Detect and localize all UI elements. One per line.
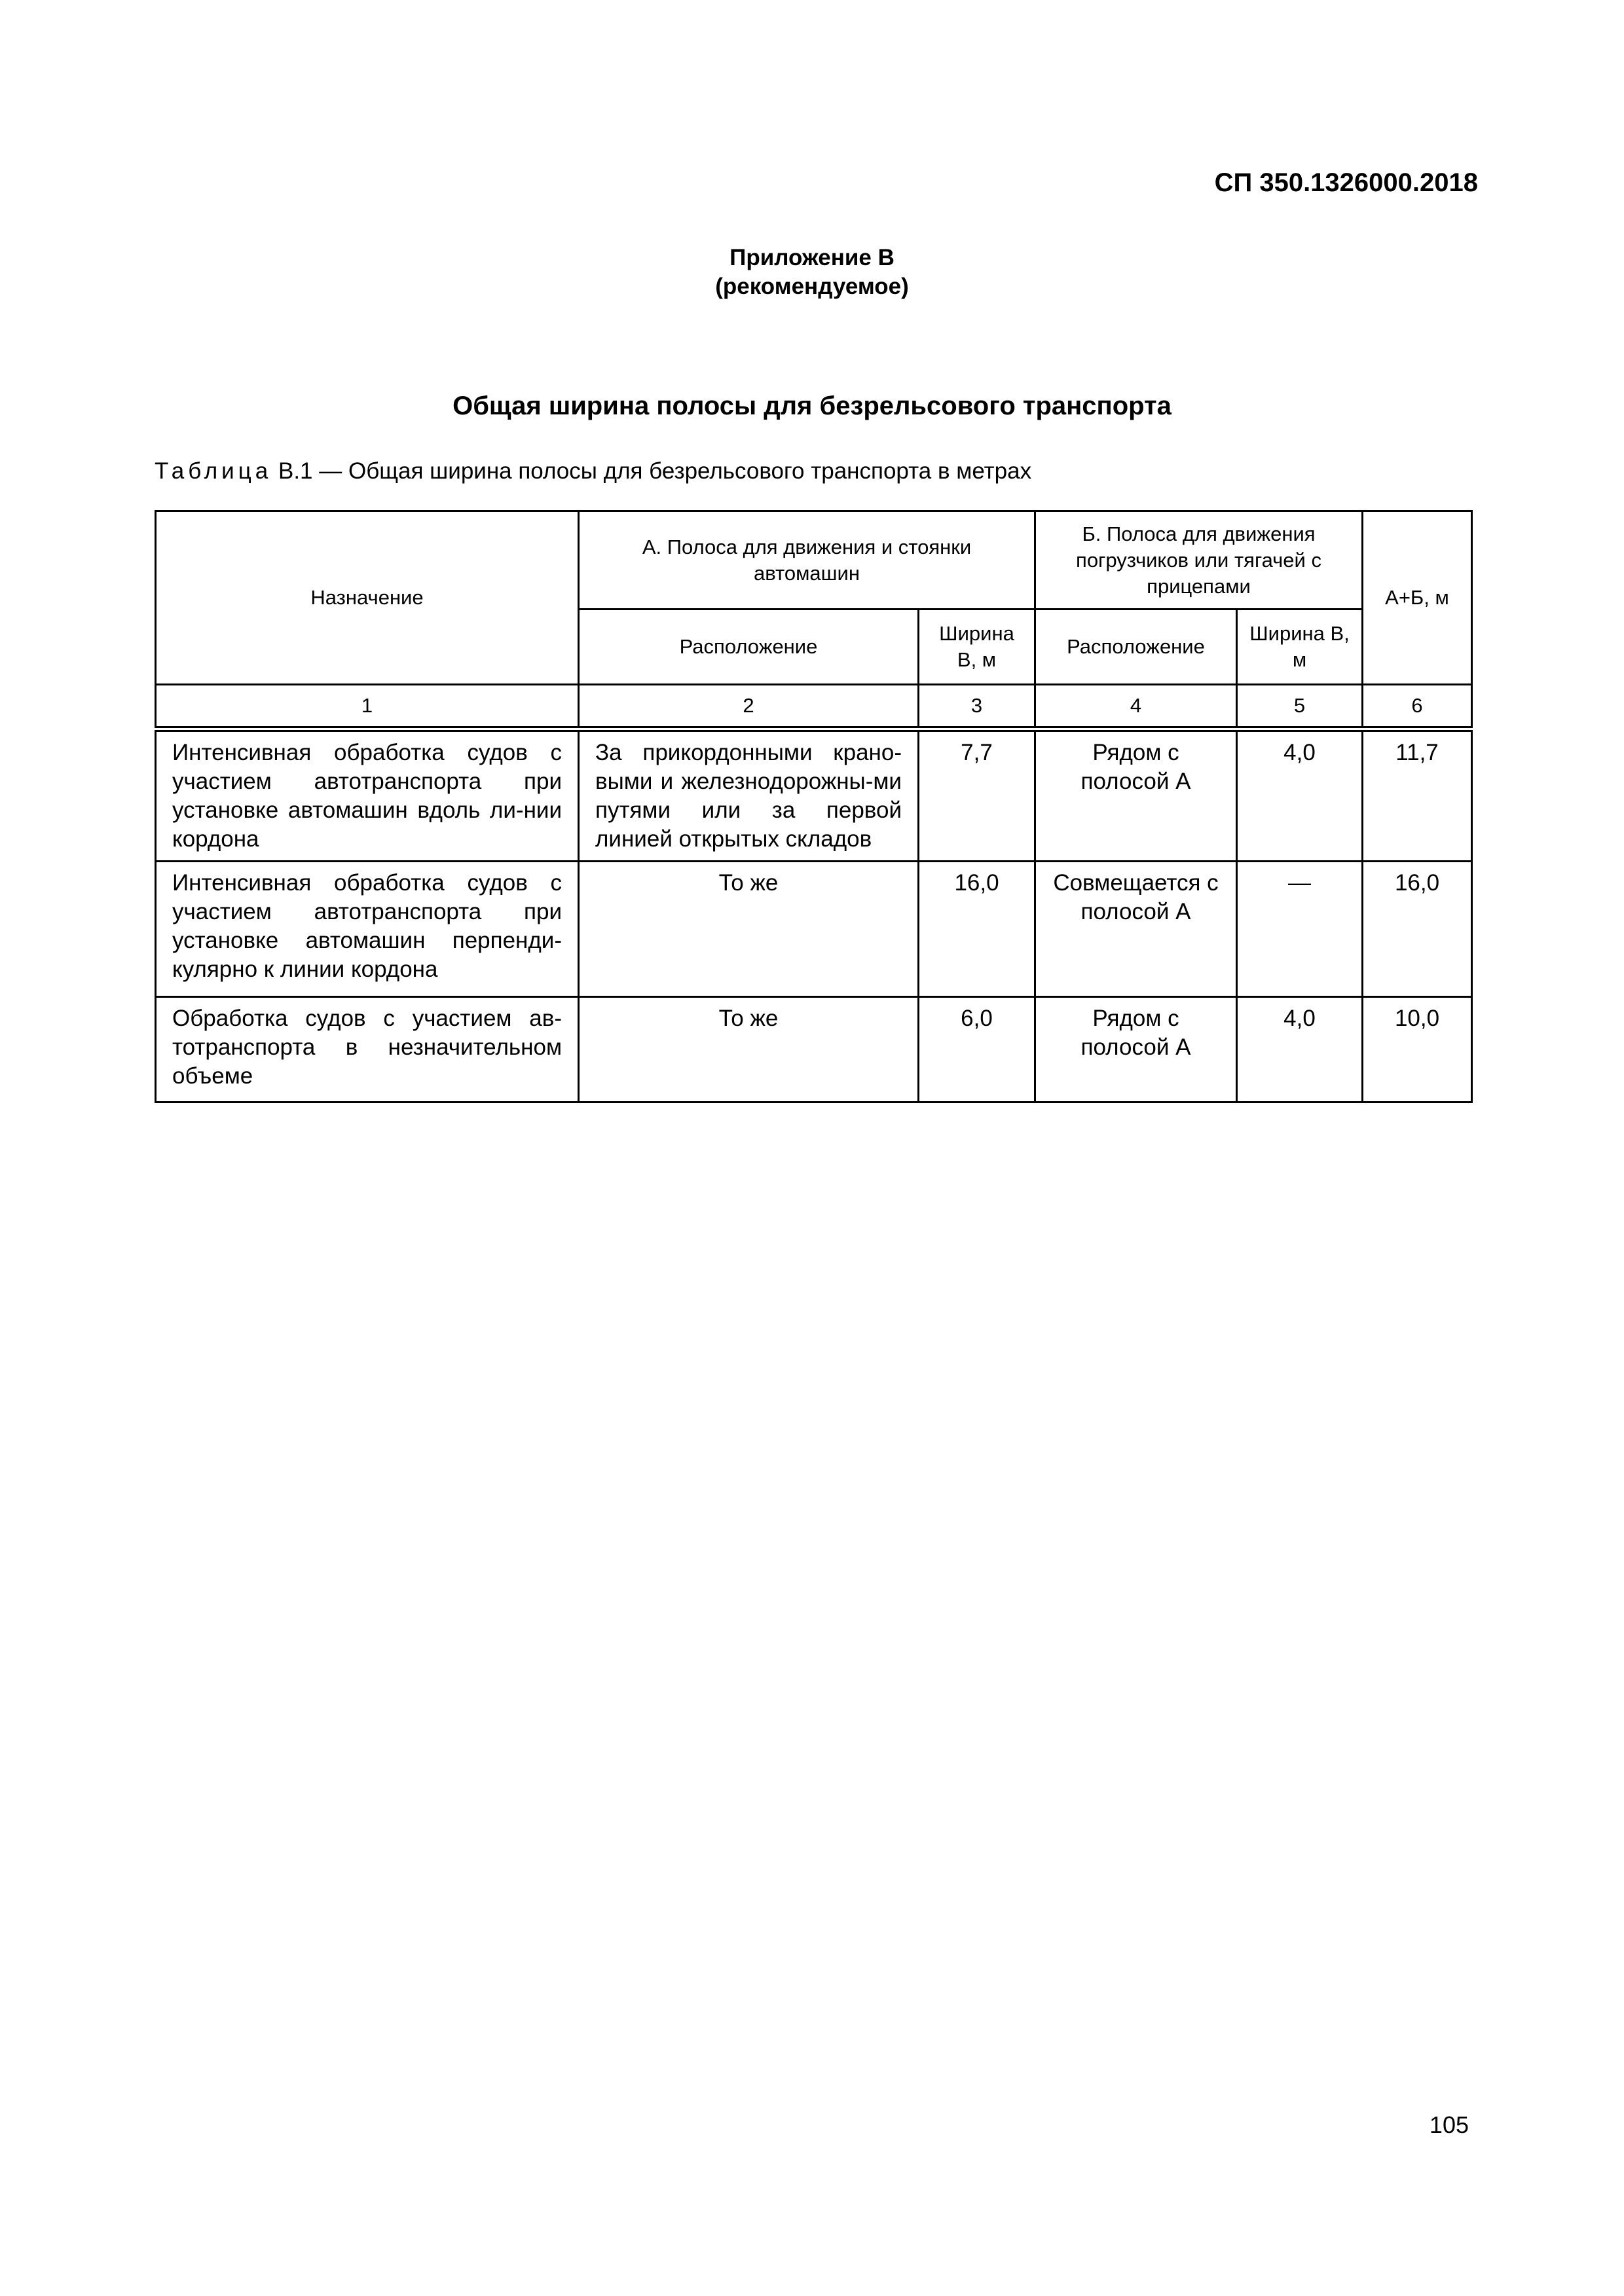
header-group-a: А. Полоса для движения и стоянки автомашин <box>579 511 1035 610</box>
cell-width-a: 7,7 <box>919 729 1035 862</box>
cell-width-b: — <box>1237 862 1363 997</box>
cell-sum: 10,0 <box>1363 997 1472 1102</box>
header-group-b: Б. Полоса для движения погрузчиков или тягачей с прицепами <box>1035 511 1363 610</box>
column-number: 4 <box>1035 685 1237 729</box>
table-row <box>156 862 1472 997</box>
cell-sum: 11,7 <box>1363 729 1472 862</box>
cell-width-b: 4,0 <box>1237 997 1363 1102</box>
cell-location-a: За прикордонными крано-выми и железнодорожны-ми путями или за первой линией открытых складов <box>579 729 919 862</box>
header-location-b: Расположение <box>1035 610 1237 685</box>
cell-width-b: 4,0 <box>1237 729 1363 862</box>
cell-location-b: Рядом с полосой А <box>1035 997 1237 1102</box>
appendix-status: (рекомендуемое) <box>715 274 909 299</box>
header-width-a: Ширина В, м <box>919 610 1035 685</box>
column-number: 3 <box>919 685 1035 729</box>
header-purpose: Назначение <box>156 511 579 685</box>
column-number: 5 <box>1237 685 1363 729</box>
cell-location-b: Совмещается с полосой А <box>1035 862 1237 997</box>
cell-purpose: Обработка судов с участием ав-тотранспорта в незначительном объеме <box>156 997 579 1102</box>
table-caption-label: Таблица <box>155 458 272 484</box>
header-sum: А+Б, м <box>1363 511 1472 685</box>
table-caption-text: — Общая ширина полосы для безрельсового транспорта в метрах <box>319 458 1032 484</box>
cell-purpose: Интенсивная обработка судов с участием автотранспорта при установке автомашин перпенди-кулярно к линии кордона <box>156 862 579 997</box>
column-number: 2 <box>579 685 919 729</box>
document-code: СП 350.1326000.2018 <box>1214 168 1478 197</box>
cell-location-a: То же <box>579 862 919 997</box>
table-header-row <box>156 511 1472 610</box>
table-row <box>156 729 1472 862</box>
cell-location-b: Рядом с полосой А <box>1035 729 1237 862</box>
page-number: 105 <box>1429 2111 1469 2138</box>
appendix-title: Приложение В <box>729 245 895 270</box>
cell-purpose: Интенсивная обработка судов с участием автотранспорта при установке автомашин вдоль ли-нии кордона <box>156 729 579 862</box>
header-width-b: Ширина В, м <box>1237 610 1363 685</box>
cell-location-a: То же <box>579 997 919 1102</box>
header-location-a: Расположение <box>579 610 919 685</box>
column-number: 6 <box>1363 685 1472 729</box>
table-row <box>156 997 1472 1102</box>
table-caption <box>155 458 1031 484</box>
column-number-row <box>156 685 1472 729</box>
cell-sum: 16,0 <box>1363 862 1472 997</box>
cell-width-a: 6,0 <box>919 997 1035 1102</box>
table-caption-number: В.1 <box>278 458 313 484</box>
column-number: 1 <box>156 685 579 729</box>
lane-width-table <box>155 510 1473 1103</box>
cell-width-a: 16,0 <box>919 862 1035 997</box>
section-title: Общая ширина полосы для безрельсового транспорта <box>452 392 1172 420</box>
